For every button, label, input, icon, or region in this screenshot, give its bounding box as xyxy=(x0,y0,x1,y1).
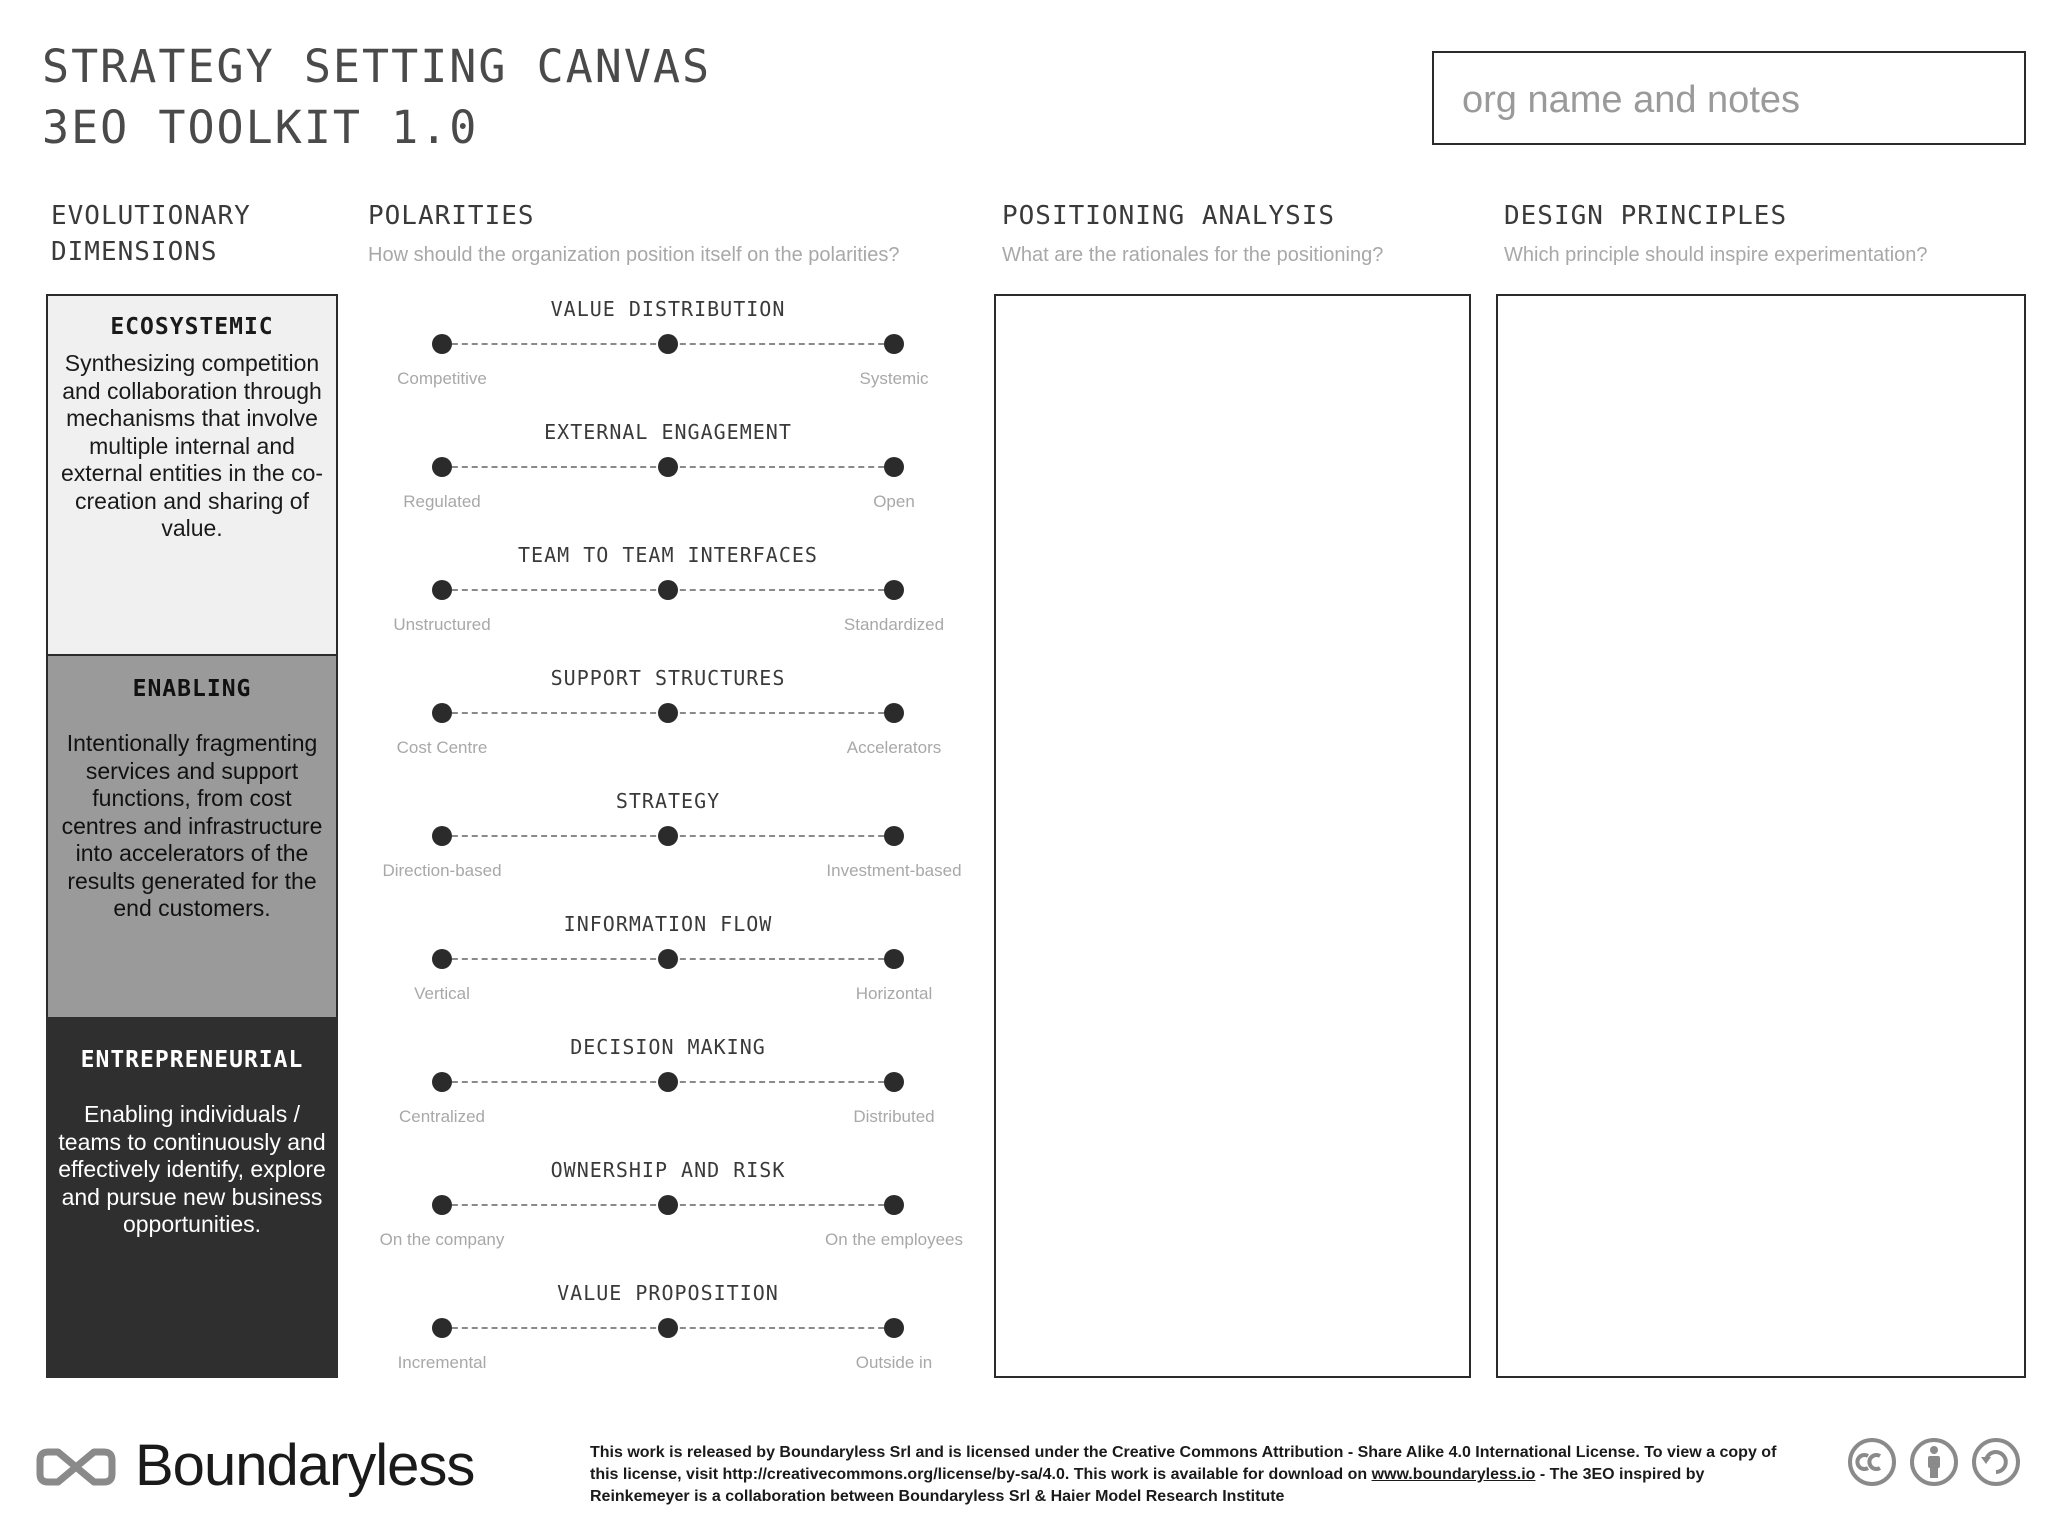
polarity-title: TEAM TO TEAM INTERFACES xyxy=(518,543,818,567)
dimension-title: ECOSYSTEMIC xyxy=(110,314,274,340)
infinity-logo-icon xyxy=(36,1442,116,1492)
positioning-heading: POSITIONING ANALYSIS xyxy=(1002,201,1336,231)
polarity-left-point[interactable] xyxy=(432,703,452,723)
dimension-ecosystemic xyxy=(46,294,338,656)
polarity-right-label: Distributed xyxy=(853,1107,935,1126)
polarity-left-point[interactable] xyxy=(432,1318,452,1338)
polarity-right-label: Open xyxy=(873,492,915,511)
share-alike-icon xyxy=(1970,1436,2022,1488)
polarity-middle-point[interactable] xyxy=(658,334,678,354)
polarity-left-label: Vertical xyxy=(414,984,470,1003)
polarity-ownership-risk xyxy=(368,1158,968,1281)
dimension-title: ENABLING xyxy=(132,676,252,702)
polarity-middle-point[interactable] xyxy=(658,949,678,969)
polarity-left-label: On the company xyxy=(379,1230,505,1249)
dimension-description: Enabling individuals / teams to continuously and effectively identify, explore and pursue new business opportunities. xyxy=(58,1101,326,1237)
brand-logo xyxy=(36,1433,536,1500)
polarity-right-label: Systemic xyxy=(859,369,929,388)
org-notes-box[interactable] xyxy=(1432,51,2026,145)
dimensions-heading-line2: DIMENSIONS xyxy=(51,237,218,267)
polarity-left-point[interactable] xyxy=(432,334,452,354)
polarity-middle-point[interactable] xyxy=(658,1072,678,1092)
polarity-right-point[interactable] xyxy=(884,1318,904,1338)
license-text xyxy=(590,1442,1790,1508)
polarity-title: VALUE PROPOSITION xyxy=(557,1281,779,1305)
polarity-middle-point[interactable] xyxy=(658,1318,678,1338)
design-heading: DESIGN PRINCIPLES xyxy=(1504,201,1788,231)
polarity-right-point[interactable] xyxy=(884,334,904,354)
polarity-left-point[interactable] xyxy=(432,949,452,969)
polarity-left-label: Regulated xyxy=(403,492,481,511)
polarity-left-label: Centralized xyxy=(399,1107,485,1126)
dimension-description: Synthesizing competition and collaboration through mechanisms that involve multiple internal and external entities in the co-creation and sharing of value. xyxy=(60,350,324,541)
polarity-right-point[interactable] xyxy=(884,580,904,600)
polarity-title: INFORMATION FLOW xyxy=(563,912,773,936)
positioning-subtitle: What are the rationales for the positioning? xyxy=(1002,244,1384,266)
design-subtitle: Which principle should inspire experimentation? xyxy=(1504,244,1928,266)
polarity-external-engagement xyxy=(368,420,968,543)
polarity-right-point[interactable] xyxy=(884,949,904,969)
polarity-left-label: Incremental xyxy=(397,1353,487,1372)
polarity-left-point[interactable] xyxy=(432,1195,452,1215)
polarity-value-proposition xyxy=(368,1281,968,1404)
cc-icon xyxy=(1846,1436,1898,1488)
polarity-information-flow xyxy=(368,912,968,1035)
polarity-value-distribution xyxy=(368,297,968,420)
license-text-part2: - The 3EO inspired by Reinkemeyer is a collaboration between Boundaryless Srl & Haier Model Research Institute xyxy=(590,1466,1705,1505)
polarity-right-point[interactable] xyxy=(884,1072,904,1092)
polarity-left-point[interactable] xyxy=(432,826,452,846)
polarity-middle-point[interactable] xyxy=(658,457,678,477)
polarity-team-interfaces xyxy=(368,543,968,666)
polarity-right-label: Standardized xyxy=(843,615,945,634)
polarity-middle-point[interactable] xyxy=(658,703,678,723)
polarity-right-point[interactable] xyxy=(884,457,904,477)
polarity-title: EXTERNAL ENGAGEMENT xyxy=(544,420,792,444)
polarity-right-label: Investment-based xyxy=(826,861,962,880)
dimension-description: Intentionally fragmenting services and support functions, from cost centres and infrastructure into accelerators of the results generated for the end customers. xyxy=(61,730,323,921)
attribution-icon xyxy=(1908,1436,1960,1488)
brand-name: Boundaryless xyxy=(135,1433,475,1498)
canvas-title: STRATEGY SETTING CANVAS xyxy=(42,40,712,93)
polarity-left-point[interactable] xyxy=(432,1072,452,1092)
polarities-subtitle: How should the organization position itself on the polarities? xyxy=(368,244,900,266)
polarity-right-point[interactable] xyxy=(884,1195,904,1215)
polarity-right-point[interactable] xyxy=(884,826,904,846)
polarity-title: DECISION MAKING xyxy=(570,1035,766,1059)
org-notes-input[interactable] xyxy=(1460,71,2004,129)
polarity-title: SUPPORT STRUCTURES xyxy=(550,666,786,690)
polarity-right-point[interactable] xyxy=(884,703,904,723)
positioning-analysis-area[interactable] xyxy=(994,294,1471,1378)
polarity-title: VALUE DISTRIBUTION xyxy=(550,297,786,321)
polarity-left-point[interactable] xyxy=(432,580,452,600)
license-text-part1: This work is released by Boundaryless Srl and is licensed under the Creative Commons Attribution - Share Alike 4.0 International License. To view a copy of this license, visit http://creativecommons.org/license/by-sa/4.0. This work is available for download on xyxy=(590,1444,1777,1483)
design-principles-area[interactable] xyxy=(1496,294,2026,1378)
polarity-support-structures xyxy=(368,666,968,789)
polarity-middle-point[interactable] xyxy=(658,826,678,846)
polarity-left-point[interactable] xyxy=(432,457,452,477)
license-download-link[interactable]: www.boundaryless.io xyxy=(1371,1466,1536,1483)
polarity-right-label: Horizontal xyxy=(855,984,933,1003)
dimension-enabling xyxy=(46,656,338,1017)
polarity-right-label: Outside in xyxy=(855,1353,933,1372)
polarity-strategy xyxy=(368,789,968,912)
dimension-entrepreneurial xyxy=(46,1017,338,1378)
polarity-left-label: Direction-based xyxy=(382,861,502,880)
polarity-left-label: Competitive xyxy=(397,369,487,388)
dimensions-heading xyxy=(51,198,251,270)
polarity-middle-point[interactable] xyxy=(658,1195,678,1215)
dimension-title: ENTREPRENEURIAL xyxy=(80,1047,304,1073)
dimensions-heading-line1: EVOLUTIONARY xyxy=(51,201,251,231)
polarity-left-label: Cost Centre xyxy=(396,738,488,757)
canvas-subtitle: 3EO TOOLKIT 1.0 xyxy=(42,101,479,154)
polarities-heading: POLARITIES xyxy=(368,201,535,231)
polarity-left-label: Unstructured xyxy=(393,615,491,634)
polarity-decision-making xyxy=(368,1035,968,1158)
polarity-middle-point[interactable] xyxy=(658,580,678,600)
polarity-right-label: On the employees xyxy=(825,1230,963,1249)
polarity-title: STRATEGY xyxy=(615,789,721,813)
polarity-right-label: Accelerators xyxy=(846,738,942,757)
polarity-title: OWNERSHIP AND RISK xyxy=(550,1158,786,1182)
